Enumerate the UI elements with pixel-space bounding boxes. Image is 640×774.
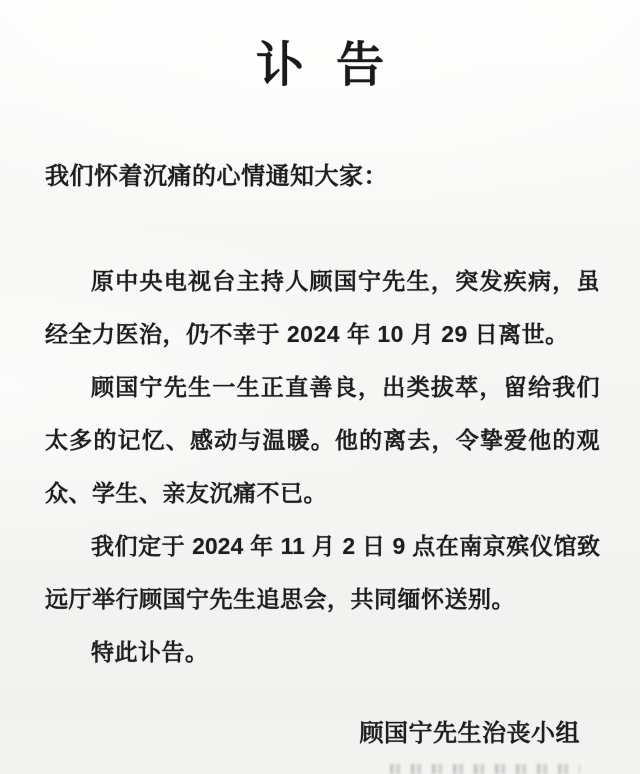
paragraph-1-line-1: 原中央电视台主持人顾国宁先生，突发疾病，虽 <box>91 268 600 294</box>
notice-title: 讣告 <box>255 39 416 92</box>
closing-line: 特此讣告。 <box>91 639 209 665</box>
notice-body <box>45 255 600 679</box>
paragraph-2-line-1: 顾国宁先生一生正直善良，出类拔萃，留给我们 <box>91 374 600 400</box>
paragraph-2-line-3: 众、学生、亲友沉痛不已。 <box>45 480 327 506</box>
paragraph-3-line-1: 我们定于 2024 年 11 月 2 日 9 点在南京殡仪馆致 <box>91 533 600 559</box>
greeting-line: 我们怀着沉痛的心情通知大家： <box>45 163 388 190</box>
paragraph-2-line-2: 太多的记忆、感动与温暖。他的离去，令挚爱他的观 <box>45 427 600 453</box>
paragraph-1-line-2: 经全力医治，仍不幸于 2024 年 10 月 29 日离世。 <box>45 321 569 347</box>
paragraph-3-line-2: 远厅举行顾国宁先生追思会，共同缅怀送别。 <box>45 586 515 612</box>
cutoff-bottom-text-artifact <box>390 764 580 774</box>
signature-funeral-committee: 顾国宁先生治丧小组 <box>359 720 580 747</box>
